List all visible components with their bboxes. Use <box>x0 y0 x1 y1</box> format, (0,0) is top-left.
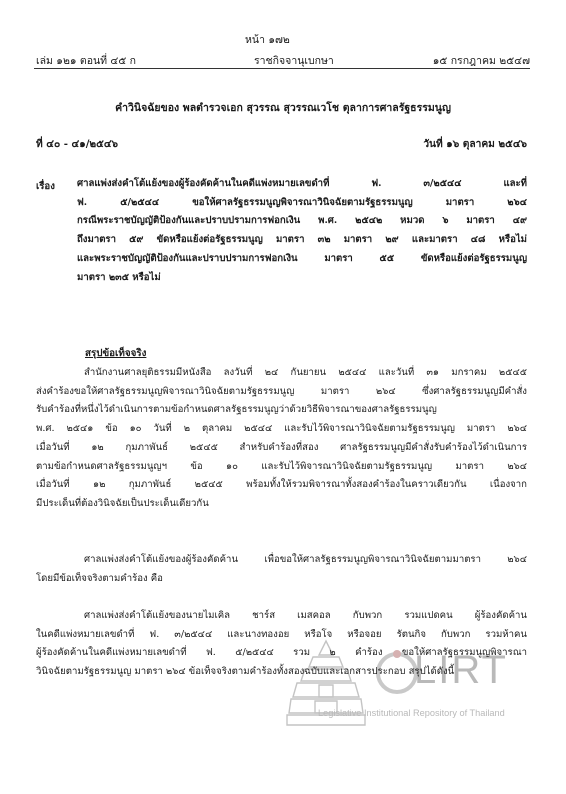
subject-line: ศาลแพ่งส่งคำโต้แย้งของผู้ร้องคัดค้านในคดีแพ่งหมายเลขดำที่ ฟ. ๓/๒๕๔๔ และที่ <box>77 178 527 189</box>
facts-paragraph-2 <box>36 551 527 588</box>
paragraph-line: ตามข้อกำหนดศาลรัฐธรรมนูญฯ ข้อ ๑๐ และรับไว้พิจารณาวินิจฉัยตามรัฐธรรมนูญ มาตรา ๒๖๔ <box>36 460 527 472</box>
paragraph-line: สำนักงานศาลยุติธรรมมีหนังสือ ลงวันที่ ๒๔ กันยายน ๒๕๔๔ และวันที่ ๓๑ มกราคม ๒๕๔๕ <box>84 367 527 378</box>
paragraph-line: รับคำร้องที่หนึ่งไว้ดำเนินการตามข้อกำหนดศาลรัฐธรรมนูญว่าด้วยวิธีพิจารณาของศาลรัฐธรรมนูญ <box>36 404 437 416</box>
gazette-name: ราชกิจจานุเบกษา <box>254 55 334 67</box>
lirt-caption: Legislative Institutional Repository of Thailand <box>318 708 505 718</box>
subject-line: ถึงมาตรา ๕๙ ขัดหรือแย้งต่อรัฐธรรมนูญ มาตรา ๓๒ มาตรา ๒๙ และมาตรา ๔๘ หรือไม่ <box>77 234 527 246</box>
facts-paragraph-3 <box>36 607 527 682</box>
subject-label: เรื่อง <box>36 181 55 192</box>
paragraph-line: ผู้ร้องคัดค้านในคดีแพ่งหมายเลขดำที่ ฟ. ๕/๒๕๔๔ รวม ๒ คำร้อง ขอให้ศาลรัฐธรรมนูญพิจารณา <box>36 647 527 659</box>
paragraph-line: พ.ศ. ๒๕๔๑ ข้อ ๑๐ วันที่ ๒ ตุลาคม ๒๕๔๔ และรับไว้พิจารณาวินิจฉัยตามรัฐธรรมนูญ มาตรา ๒๖๔ <box>36 423 527 435</box>
ruling-number: ที่ ๔๐ - ๔๑/๒๕๔๖ <box>36 138 119 150</box>
facts-heading: สรุปข้อเท็จจริง <box>85 348 147 359</box>
subject-text <box>77 175 527 287</box>
paragraph-line: ในคดีแพ่งหมายเลขดำที่ ฟ. ๓/๒๕๔๔ และนางทองอย หรือโจ หรือจอย รัตนกิจ กับพวก รวมห้าคน <box>36 628 527 640</box>
subject-line: กรณีพระราชบัญญัติป้องกันและปราบปรามการฟอกเงิน พ.ศ. ๒๕๔๒ หมวด ๖ มาตรา ๔๙ <box>77 215 527 227</box>
gazette-volume: เล่ม ๑๒๑ ตอนที่ ๔๕ ก <box>36 55 137 67</box>
page-number: หน้า ๑๗๒ <box>245 34 290 46</box>
subject-line: และพระราชบัญญัติป้องกันและปราบปรามการฟอกเงิน มาตรา ๕๕ ขัดหรือแย้งต่อรัฐธรรมนูญ <box>77 252 527 264</box>
header-divider <box>34 68 530 69</box>
subject-line: ฟ. ๕/๒๕๔๔ ขอให้ศาลรัฐธรรมนูญพิจารณาวินิจฉัยตามรัฐธรรมนูญ มาตรา ๒๖๔ <box>77 196 527 208</box>
ruling-title: คำวินิจฉัยของ พลตำรวจเอก สุวรรณ สุวรรณเวโช ตุลาการศาลรัฐธรรมนูญ <box>115 102 451 114</box>
ruling-date: วันที่ ๑๖ ตุลาคม ๒๕๔๖ <box>423 138 527 150</box>
paragraph-line: เมื่อวันที่ ๑๒ กุมภาพันธ์ ๒๕๔๕ พร้อมทั้งให้รวมพิจารณาทั้งสองคำร้องในคราวเดียวกัน เนื่องจาก <box>36 479 527 491</box>
paragraph-line: โดยมีข้อเท็จจริงตามคำร้อง คือ <box>36 572 163 584</box>
paragraph-line: เมื่อวันที่ ๑๒ กุมภาพันธ์ ๒๕๔๕ สำหรับคำร้องที่สอง ศาลรัฐธรรมนูญมีคำสั่งรับคำร้องไว้ดำเนินการ <box>36 441 527 453</box>
lirt-logo-text: LIRT <box>414 648 508 692</box>
gazette-date: ๑๕ กรกฎาคม ๒๕๔๗ <box>432 55 530 67</box>
paragraph-line: ศาลแพ่งส่งคำโต้แย้งของนายไมเคิล ชาร์ส เมสคอล กับพวก รวมแปดคน ผู้ร้องคัดค้าน <box>84 610 527 621</box>
facts-paragraph-1 <box>36 364 527 514</box>
paragraph-line: ศาลแพ่งส่งคำโต้แย้งของผู้ร้องคัดค้าน เพื่อขอให้ศาลรัฐธรรมนูญพิจารณาวินิจฉัยตามมาตรา ๒๖๔ <box>84 554 527 565</box>
subject-line: มาตรา ๒๓๕ หรือไม่ <box>77 271 161 283</box>
paragraph-line: มีประเด็นที่ต้องวินิจฉัยเป็นประเด็นเดียวกัน <box>36 497 209 509</box>
paragraph-line: ส่งคำร้องขอให้ศาลรัฐธรรมนูญพิจารณาวินิจฉัยตามรัฐธรรมนูญ มาตรา ๒๖๔ ซึ่งศาลรัฐธรรมนูญมีคำสั่ง <box>36 385 527 397</box>
paragraph-line: วินิจฉัยตามรัฐธรรมนูญ มาตรา ๒๖๔ ข้อเท็จจริงตามคำร้องทั้งสองฉบับและเอกสารประกอบ สรุปได้ดังนี้ <box>36 666 455 678</box>
